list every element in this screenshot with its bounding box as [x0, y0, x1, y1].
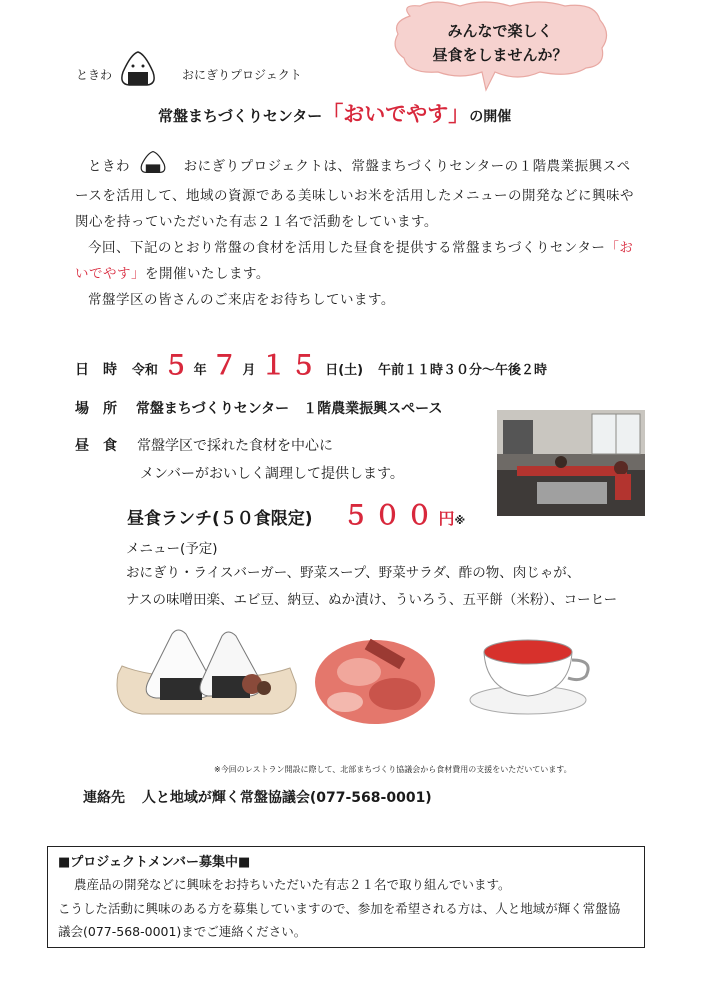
lunch-note-mark: ※	[454, 514, 466, 527]
header-project: おにぎりプロジェクト	[182, 68, 302, 82]
title-event-name: 「おいでやす」	[322, 102, 470, 126]
lunch-price-unit: 円	[438, 509, 455, 528]
intro-tokiwa: ときわ	[88, 158, 130, 175]
intro-line-2: ースを活用して、地域の資源である美味しいお米を活用したメニューの開発などに興味や	[75, 188, 635, 204]
intro-line-1: おにぎりプロジェクトは、常盤まちづくりセンターの１階農業振興スペ	[183, 158, 631, 175]
meat-dish-illustration	[305, 628, 445, 732]
date-day-unit: 日(土)	[325, 363, 364, 378]
date-year-unit: 年	[193, 363, 207, 378]
kitchen-photo	[497, 410, 645, 516]
date-era: 令和	[131, 363, 158, 378]
speech-bubble	[390, 0, 610, 92]
date-label: 日 時	[75, 362, 117, 378]
onigiri-logo-icon	[117, 50, 159, 92]
intro-event-red-2: いでやす」	[75, 266, 145, 282]
menu-line-1: おにぎり・ライスバーガー、野菜スープ、野菜サラダ、酢の物、肉じゃが、	[126, 565, 581, 581]
date-month-unit: 月	[242, 363, 256, 378]
onigiri-inline-icon	[135, 150, 179, 183]
recruit-box	[47, 846, 645, 948]
footnote: ※今回のレストラン開設に際して、北部まちづくり協議会から食材費用の支援をいただいています。	[214, 765, 572, 774]
onigiri-plate-illustration	[112, 622, 302, 726]
place-row	[75, 398, 442, 418]
date-time: 午前１１時３０分～午後２時	[377, 363, 547, 378]
lunch-label: 昼 食	[75, 438, 117, 454]
lunch-price: ５００	[342, 501, 439, 531]
page-title	[158, 98, 511, 128]
title-suffix: の開催	[469, 109, 512, 125]
intro-text	[75, 150, 655, 313]
date-year: ５	[162, 351, 189, 381]
intro-event-red-1: 「お	[605, 240, 634, 256]
intro-line-3: 関心を持っていただいた有志２１名で活動をしています。	[75, 214, 438, 230]
soup-cup-illustration	[468, 628, 598, 722]
menu-heading: メニュー(予定)	[126, 541, 218, 557]
lunch-price-row	[127, 495, 465, 532]
contact-row	[83, 787, 432, 807]
contact-value: 人と地域が輝く常盤協議会(077-568-0001)	[141, 790, 432, 806]
place-label: 場 所	[75, 401, 117, 417]
menu-line-2: ナスの味噌田楽、エビ豆、納豆、ぬか漬け、ういろう、五平餅（米粉）、コーヒー	[126, 592, 618, 608]
lunch-section	[75, 435, 404, 483]
intro-line-4: 今回、下記のとおり常盤の食材を活用した昼食を提供する常盤まちづくりセンター	[88, 240, 606, 256]
date-month: ７	[211, 351, 238, 381]
bubble-line-2: 昼食をしませんか？	[432, 46, 568, 64]
recruit-heading: ■プロジェクトメンバー募集中■	[58, 855, 251, 870]
place-value: 常盤まちづくりセンター １階農業振興スペース	[135, 401, 443, 417]
recruit-line-1: 農産品の開発などに興味をお持ちいただいた有志２１名で取り組んでいます。	[74, 877, 511, 892]
lunch-name: 昼食ランチ(５０食限定)	[127, 509, 313, 529]
recruit-line-2: こうした活動に興味のある方を募集していますので、参加を希望される方は、人と地域が輝く常盤協	[58, 901, 621, 916]
lunch-line-2: メンバーがおいしく調理して提供します。	[140, 466, 404, 482]
title-prefix: 常盤まちづくりセンター	[158, 107, 323, 125]
recruit-line-3: 議会(077-568-0001)までご連絡ください。	[58, 924, 307, 939]
date-day: １５	[260, 351, 321, 381]
date-row	[75, 345, 547, 382]
contact-label: 連絡先	[83, 790, 125, 806]
header-tokiwa: ときわ	[76, 68, 113, 82]
bubble-line-1: みんなで楽しく	[447, 22, 553, 40]
intro-line-5: を開催いたします。	[145, 266, 270, 282]
lunch-line-1: 常盤学区で採れた食材を中心に	[137, 438, 333, 454]
intro-line-6: 常盤学区の皆さんのご来店をお待ちしています。	[88, 292, 395, 308]
